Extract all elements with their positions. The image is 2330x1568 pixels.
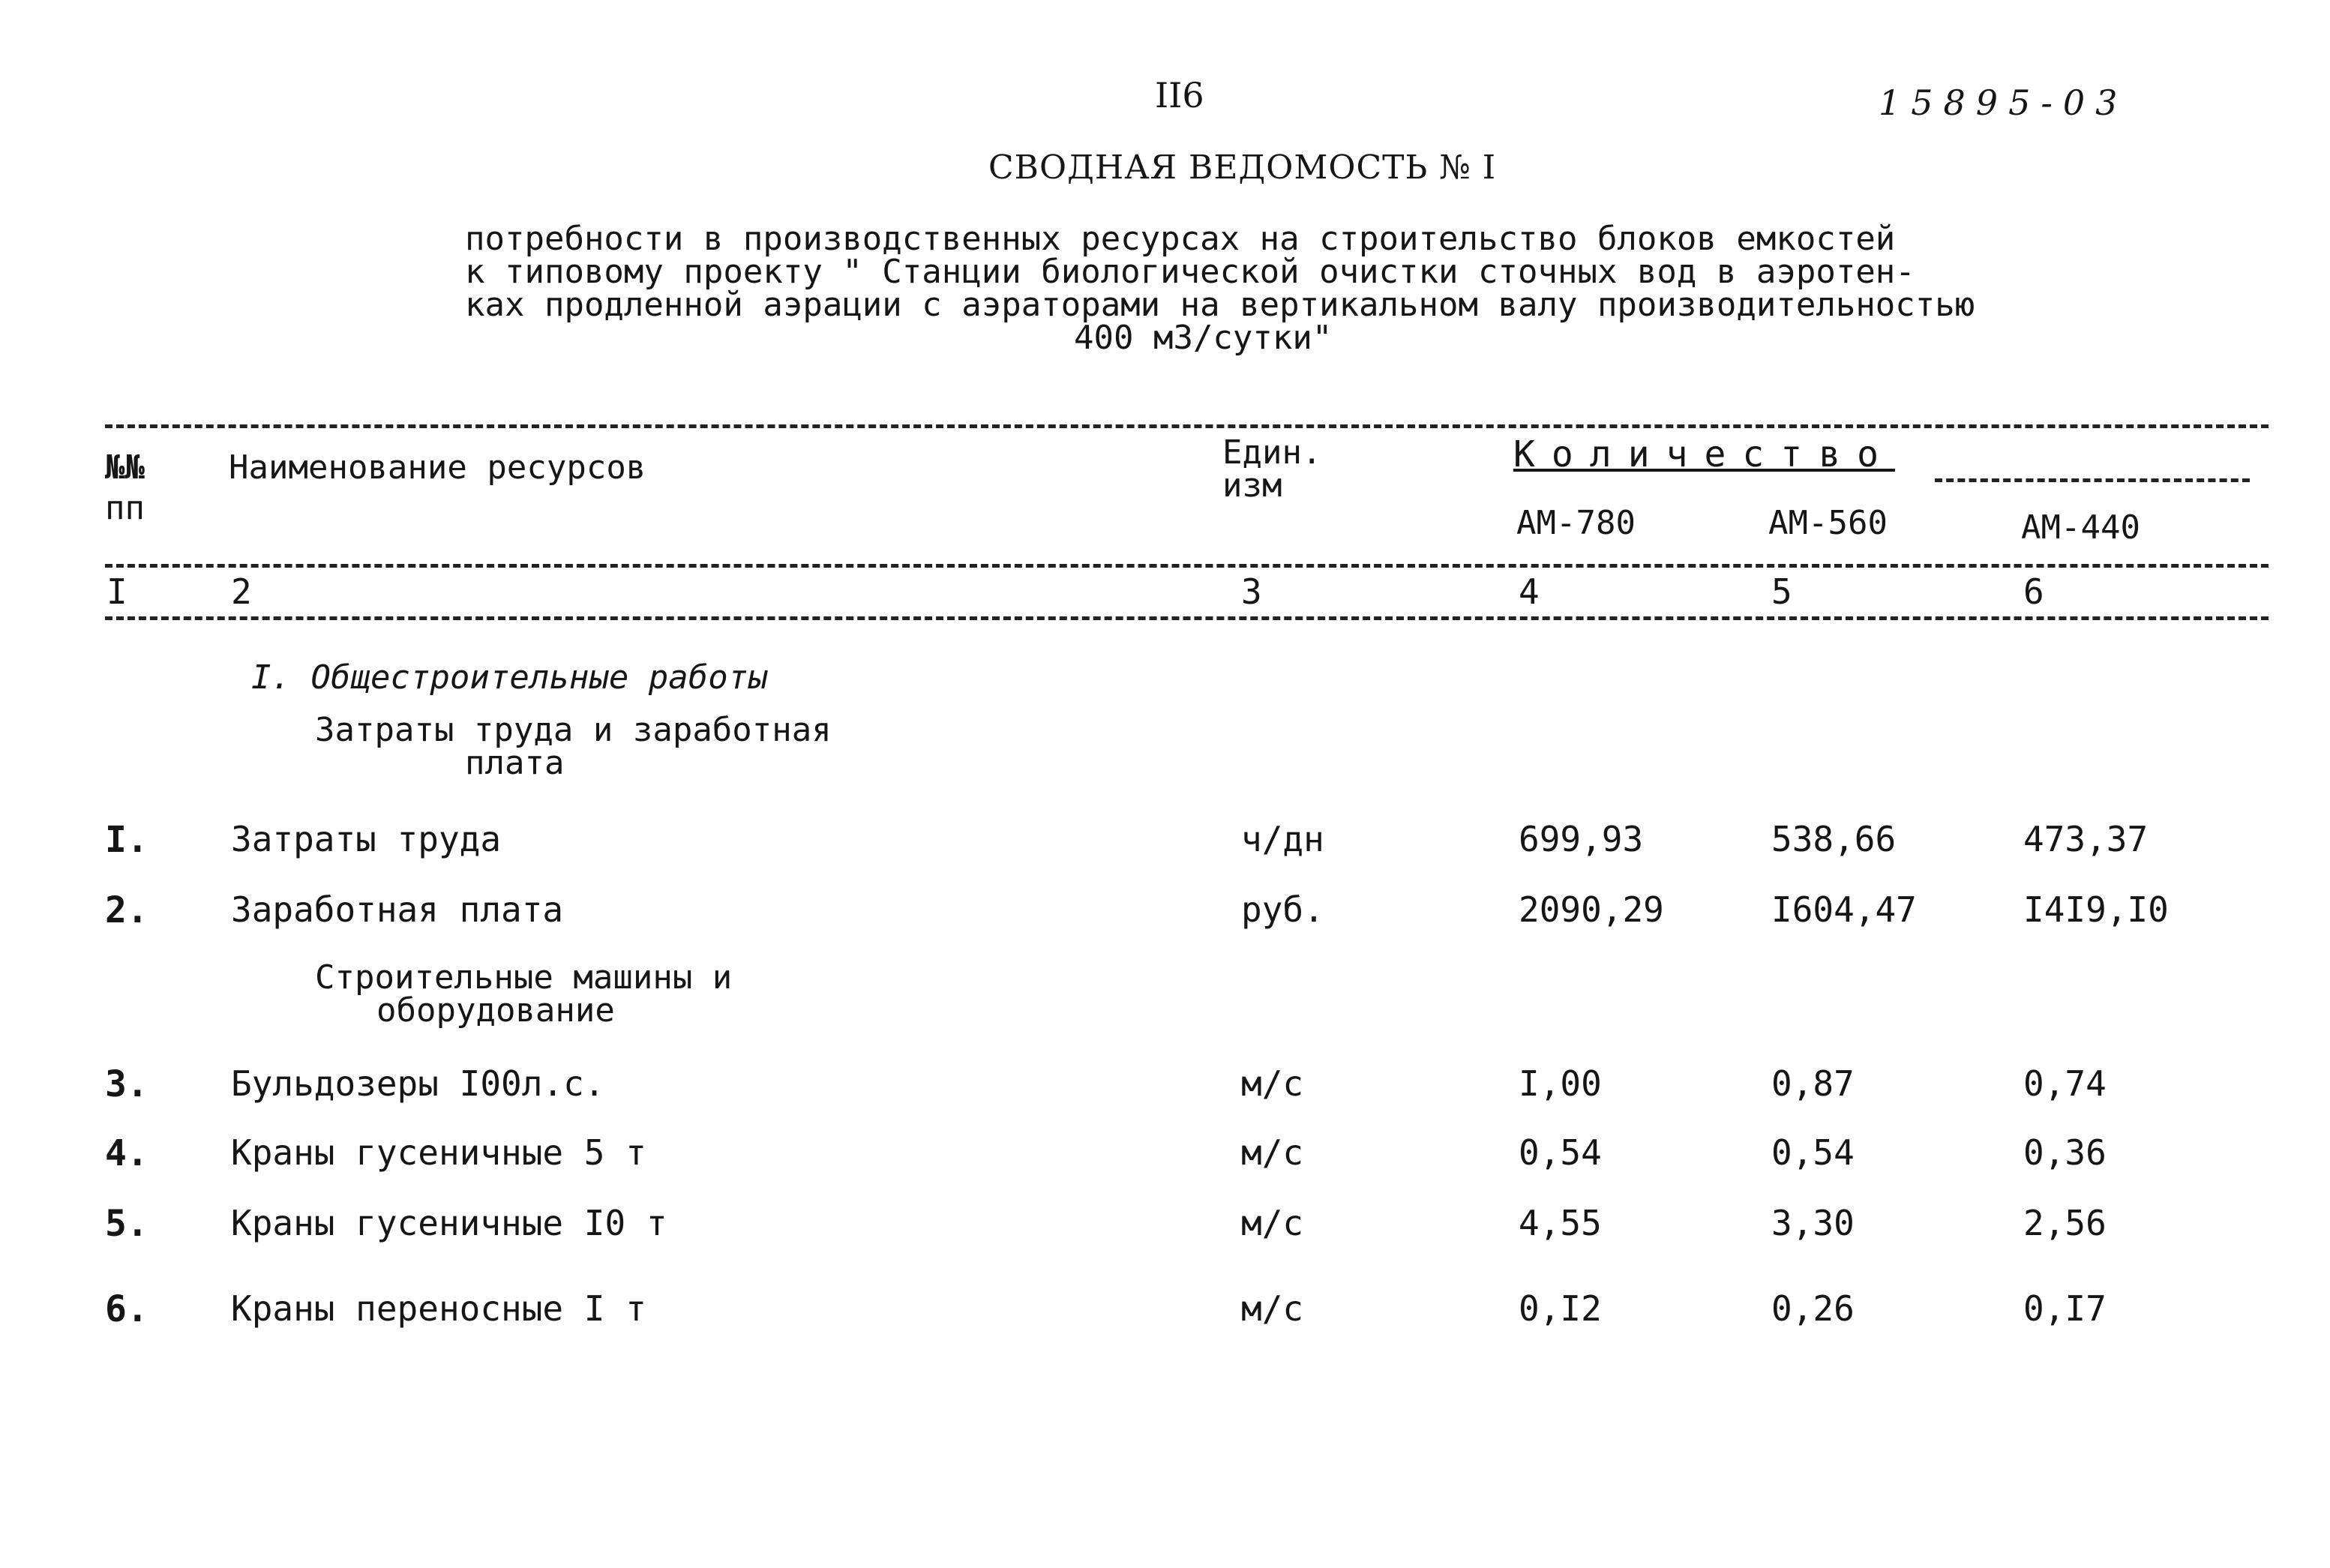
resource-name: Заработная плата [231, 889, 564, 930]
resource-name: Бульдозеры I00л.с. [231, 1063, 605, 1104]
unit-label-line-1: Един. [1222, 433, 1322, 472]
value-am440: I4I9,I0 [2023, 889, 2169, 930]
unit-label-line-2: изм [1222, 466, 1282, 505]
unit: м/с [1241, 1288, 1304, 1329]
subsection-labor-line-2: плата [465, 744, 565, 782]
value-am780: 2090,29 [1519, 889, 1664, 930]
resource-name: Затраты труда [231, 819, 502, 859]
column-header-am780: АМ-780 [1516, 504, 1636, 542]
value-am780: I,00 [1519, 1063, 1602, 1104]
num-label-line-1: №№ [105, 448, 145, 487]
unit: м/с [1241, 1132, 1304, 1173]
column-number-1: I [106, 571, 127, 612]
unit: ч/дн [1241, 819, 1324, 859]
column-number-3: 3 [1241, 571, 1262, 612]
value-am780: 0,I2 [1519, 1288, 1602, 1329]
unit: м/с [1241, 1063, 1304, 1104]
value-am560: 3,30 [1771, 1203, 1855, 1243]
unit: руб. [1241, 889, 1324, 930]
value-am780: 699,93 [1519, 819, 1644, 859]
quantity-header-rule [1935, 478, 2250, 482]
header-separator-rule [105, 564, 2269, 568]
value-am560: 0,54 [1771, 1132, 1855, 1173]
name-column-header: Наименование ресурсов [229, 448, 646, 487]
unit: м/с [1241, 1203, 1304, 1243]
row-number: 5. [105, 1203, 148, 1245]
row-number: 2. [105, 889, 148, 931]
resource-name: Краны гусеничные I0 т [231, 1203, 667, 1243]
row-number: I. [105, 819, 148, 861]
subsection-machines-line-1: Строительные машины и [315, 958, 733, 997]
column-number-6: 6 [2023, 571, 2044, 612]
column-numbers-rule [105, 616, 2269, 620]
subtitle-line-4: 400 м3/сутки" [1074, 319, 1333, 357]
row-number: 4. [105, 1132, 148, 1174]
quantity-header: Количество [1513, 433, 1895, 475]
subsection-machines-line-2: оборудование [376, 991, 615, 1030]
page-number: II6 [1155, 75, 1204, 115]
value-am780: 4,55 [1519, 1203, 1602, 1243]
resource-name: Краны гусеничные 5 т [231, 1132, 646, 1173]
column-header-am440: АМ-440 [2021, 508, 2140, 547]
value-am440: 0,I7 [2023, 1288, 2107, 1329]
value-am560: 0,26 [1771, 1288, 1855, 1329]
document-code: 15895-03 [1879, 82, 2128, 123]
section-title: I. Общестроительные работы [251, 658, 768, 697]
table-top-rule [105, 424, 2269, 428]
num-label-line-2: пп [105, 489, 145, 527]
value-am560: 538,66 [1771, 819, 1897, 859]
subsection-labor-line-1: Затраты труда и заработная [315, 711, 832, 749]
value-am560: 0,87 [1771, 1063, 1855, 1104]
column-number-2: 2 [231, 571, 252, 612]
row-number: 3. [105, 1063, 148, 1105]
value-am440: 0,36 [2023, 1132, 2107, 1173]
value-am440: 2,56 [2023, 1203, 2107, 1243]
column-number-5: 5 [1771, 571, 1792, 612]
column-number-4: 4 [1519, 571, 1540, 612]
row-number: 6. [105, 1288, 148, 1330]
value-am780: 0,54 [1519, 1132, 1602, 1173]
resource-name: Краны переносные I т [231, 1288, 646, 1329]
value-am560: I604,47 [1771, 889, 1917, 930]
subtitle-line-2: к типовому проекту " Станции биологической очистки сточных вод в аэротен- [465, 253, 1915, 291]
subtitle-line-3: ках продленной аэрации с аэраторами на вертикальном валу производительностью [465, 286, 1975, 324]
column-header-am560: АМ-560 [1768, 504, 1888, 542]
subtitle-line-1: потребности в производственных ресурсах на строительство блоков емкостей [465, 220, 1896, 258]
document-title: СВОДНАЯ ВЕДОМОСТЬ № I [988, 148, 1497, 187]
value-am440: 473,37 [2023, 819, 2149, 859]
value-am440: 0,74 [2023, 1063, 2107, 1104]
